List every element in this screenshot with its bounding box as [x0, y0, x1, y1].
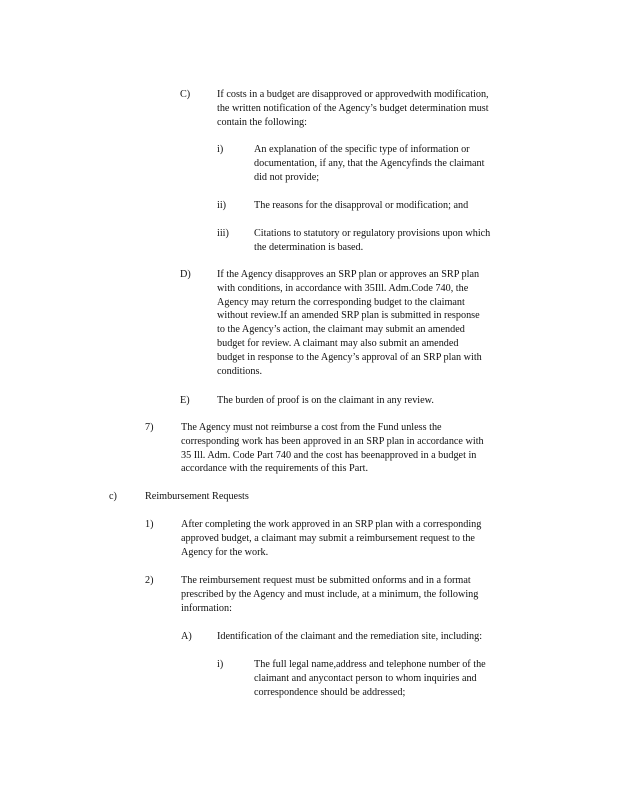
item-text	[254, 658, 486, 699]
item-label: iii)	[217, 228, 229, 239]
text-line: budget in response to the Agency’s approval of an SRP plan with	[217, 351, 482, 363]
text-line: documentation, if any, that the Agencyfinds the claimant	[254, 157, 485, 169]
item-label: ii)	[217, 200, 227, 211]
text-line: with conditions, in accordance with 35Ill. Adm.Code 740, the	[217, 282, 469, 294]
section-heading: Reimbursement Requests	[145, 491, 249, 502]
item-label: i)	[217, 659, 224, 670]
text-line: the determination is based.	[254, 241, 364, 253]
item-label: 1)	[145, 519, 154, 530]
item-text	[217, 394, 434, 408]
text-line: The reimbursement request must be submitted onforms and in a format	[181, 575, 471, 586]
text-line: An explanation of the specific type of information or	[254, 144, 470, 155]
text-line: corresponding work has been approved in an SRP plan in accordance with	[181, 435, 484, 447]
text-line: approved budget, a claimant may submit a reimbursement request to the	[181, 532, 475, 544]
item-label: c)	[109, 491, 117, 502]
item-text	[217, 630, 482, 644]
text-line: 35 Ill. Adm. Code Part 740 and the cost has beenapproved in a budget in	[181, 449, 477, 461]
item-text	[181, 574, 478, 615]
text-line: Agency for the work.	[181, 546, 269, 558]
item-text	[217, 88, 489, 129]
text-line: claimant and anycontact person to whom inquiries and	[254, 672, 477, 684]
item-text	[254, 199, 468, 213]
item-text	[254, 143, 484, 184]
item-text	[254, 227, 490, 255]
item-text	[217, 268, 482, 378]
text-line: The full legal name,address and telephone number of the	[254, 659, 486, 670]
item-text	[181, 421, 484, 476]
text-line: The burden of proof is on the claimant in any review.	[217, 395, 434, 406]
text-line: correspondence should be addressed;	[254, 686, 406, 698]
text-line: conditions.	[217, 365, 262, 377]
text-line: prescribed by the Agency and must include, at a minimum, the following	[181, 588, 479, 600]
item-label: 7)	[145, 422, 154, 433]
item-label: E)	[180, 395, 190, 406]
text-line: without review.If an amended SRP plan is submitted in response	[217, 310, 480, 322]
text-line: information:	[181, 602, 232, 614]
item-label: i)	[217, 144, 224, 155]
text-line: budget for review. A claimant may also submit an amended	[217, 337, 459, 349]
text-line: Identification of the claimant and the remediation site, including:	[217, 631, 483, 642]
text-line: the written notification of the Agency’s budget determination must	[217, 102, 489, 114]
item-label: A)	[181, 631, 192, 642]
item-label: D)	[180, 269, 191, 280]
text-line: If the Agency disapproves an SRP plan or approves an SRP plan	[217, 269, 480, 280]
item-label: C)	[180, 89, 191, 100]
text-line: Agency may return the corresponding budget to the claimant	[217, 296, 465, 308]
text-line: Citations to statutory or regulatory provisions upon which	[254, 228, 491, 239]
text-line: did not provide;	[254, 171, 320, 183]
text-line: to the Agency’s action, the claimant may submit an amended	[217, 324, 465, 336]
item-text	[145, 490, 249, 504]
text-line: contain the following:	[217, 116, 307, 128]
text-line: The reasons for the disapproval or modification; and	[254, 200, 469, 211]
item-text	[181, 518, 481, 559]
text-line: accordance with the requirements of this Part.	[181, 463, 368, 475]
item-label: 2)	[145, 575, 154, 586]
text-line: After completing the work approved in an SRP plan with a corresponding	[181, 519, 482, 530]
text-line: The Agency must not reimburse a cost from the Fund unless the	[181, 422, 442, 433]
text-line: If costs in a budget are disapproved or approvedwith modification,	[217, 89, 489, 100]
